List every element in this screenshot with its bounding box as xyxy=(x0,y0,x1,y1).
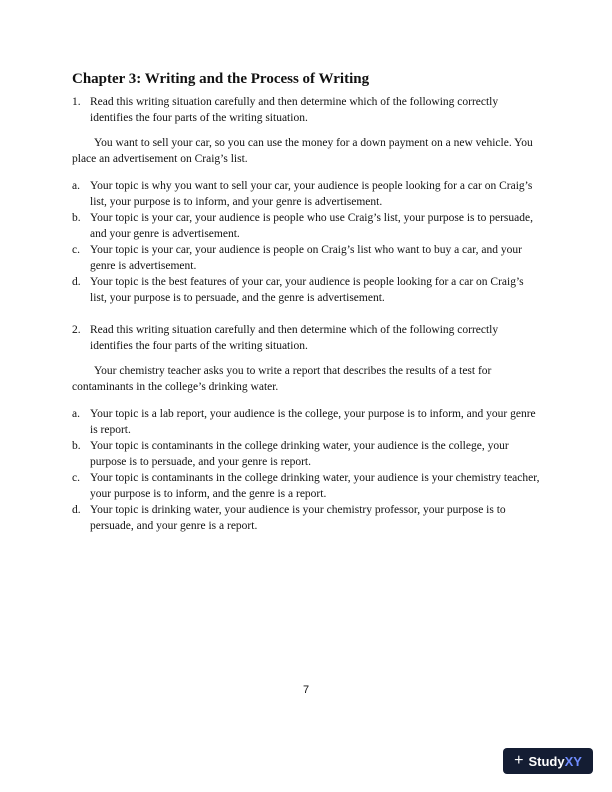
option-text: Your topic is your car, your audience is people on Craig’s list who want to buy a car, and your genre is advertisement. xyxy=(90,244,522,272)
answer-option xyxy=(72,274,542,306)
answer-option xyxy=(72,242,542,274)
option-letter: d. xyxy=(72,276,81,288)
answer-option xyxy=(72,406,542,438)
answer-option xyxy=(72,438,542,470)
page-number: 7 xyxy=(302,684,310,696)
option-text: Your topic is drinking water, your audience is your chemistry professor, your purpose is to persuade, and your genre is a report. xyxy=(90,504,506,532)
option-text: Your topic is why you want to sell your car, your audience is people looking for a car on Craig’s list, your purpose is to inform, and your genre is advertisement. xyxy=(90,180,533,208)
document-page xyxy=(72,70,542,534)
question-number: 2. xyxy=(72,324,81,336)
studyxy-badge[interactable] xyxy=(503,748,593,774)
option-letter: b. xyxy=(72,440,81,452)
brand-name xyxy=(528,754,581,769)
chapter-title: Chapter 3: Writing and the Process of Writing xyxy=(72,71,370,87)
option-letter: a. xyxy=(72,180,80,192)
question-scenario: You want to sell your car, so you can use the money for a down payment on a new vehicle. You place an advertisement on Craig’s list. xyxy=(72,137,533,165)
brand-accent-text: XY xyxy=(564,753,582,769)
answer-option xyxy=(72,502,542,534)
question-prompt: Read this writing situation carefully and then determine which of the following correctly identifies the four parts of the writing situation. xyxy=(90,324,499,352)
answer-option xyxy=(72,470,542,502)
option-letter: b. xyxy=(72,212,81,224)
option-text: Your topic is the best features of your car, your audience is people looking for a car on Craig’s list, your purpose is to persuade, and the genre is advertisement. xyxy=(90,276,524,304)
brand-text: Study xyxy=(528,753,565,769)
question-prompt: Read this writing situation carefully and then determine which of the following correctly identifies the four parts of the writing situation. xyxy=(90,96,499,124)
option-text: Your topic is contaminants in the college drinking water, your audience is the college, your purpose is to persuade, and your genre is report. xyxy=(90,440,509,468)
option-letter: d. xyxy=(72,504,81,516)
option-text: Your topic is your car, your audience is people who use Craig’s list, your purpose is to persuade, and your genre is advertisement. xyxy=(90,212,533,240)
option-text: Your topic is a lab report, your audience is the college, your purpose is to inform, and your genre is report. xyxy=(90,408,536,436)
question-number: 1. xyxy=(72,96,81,108)
option-letter: a. xyxy=(72,408,80,420)
answer-option xyxy=(72,210,542,242)
option-letter: c. xyxy=(72,472,80,484)
question-scenario: Your chemistry teacher asks you to write a report that describes the results of a test for contaminants in the college’s drinking water. xyxy=(72,365,492,393)
question-2 xyxy=(72,322,542,534)
answer-option xyxy=(72,178,542,210)
option-letter: c. xyxy=(72,244,80,256)
option-text: Your topic is contaminants in the college drinking water, your audience is your chemistry teacher, your purpose is to inform, and the genre is a report. xyxy=(90,472,540,500)
question-1 xyxy=(72,94,542,306)
plus-icon: + xyxy=(514,752,524,769)
